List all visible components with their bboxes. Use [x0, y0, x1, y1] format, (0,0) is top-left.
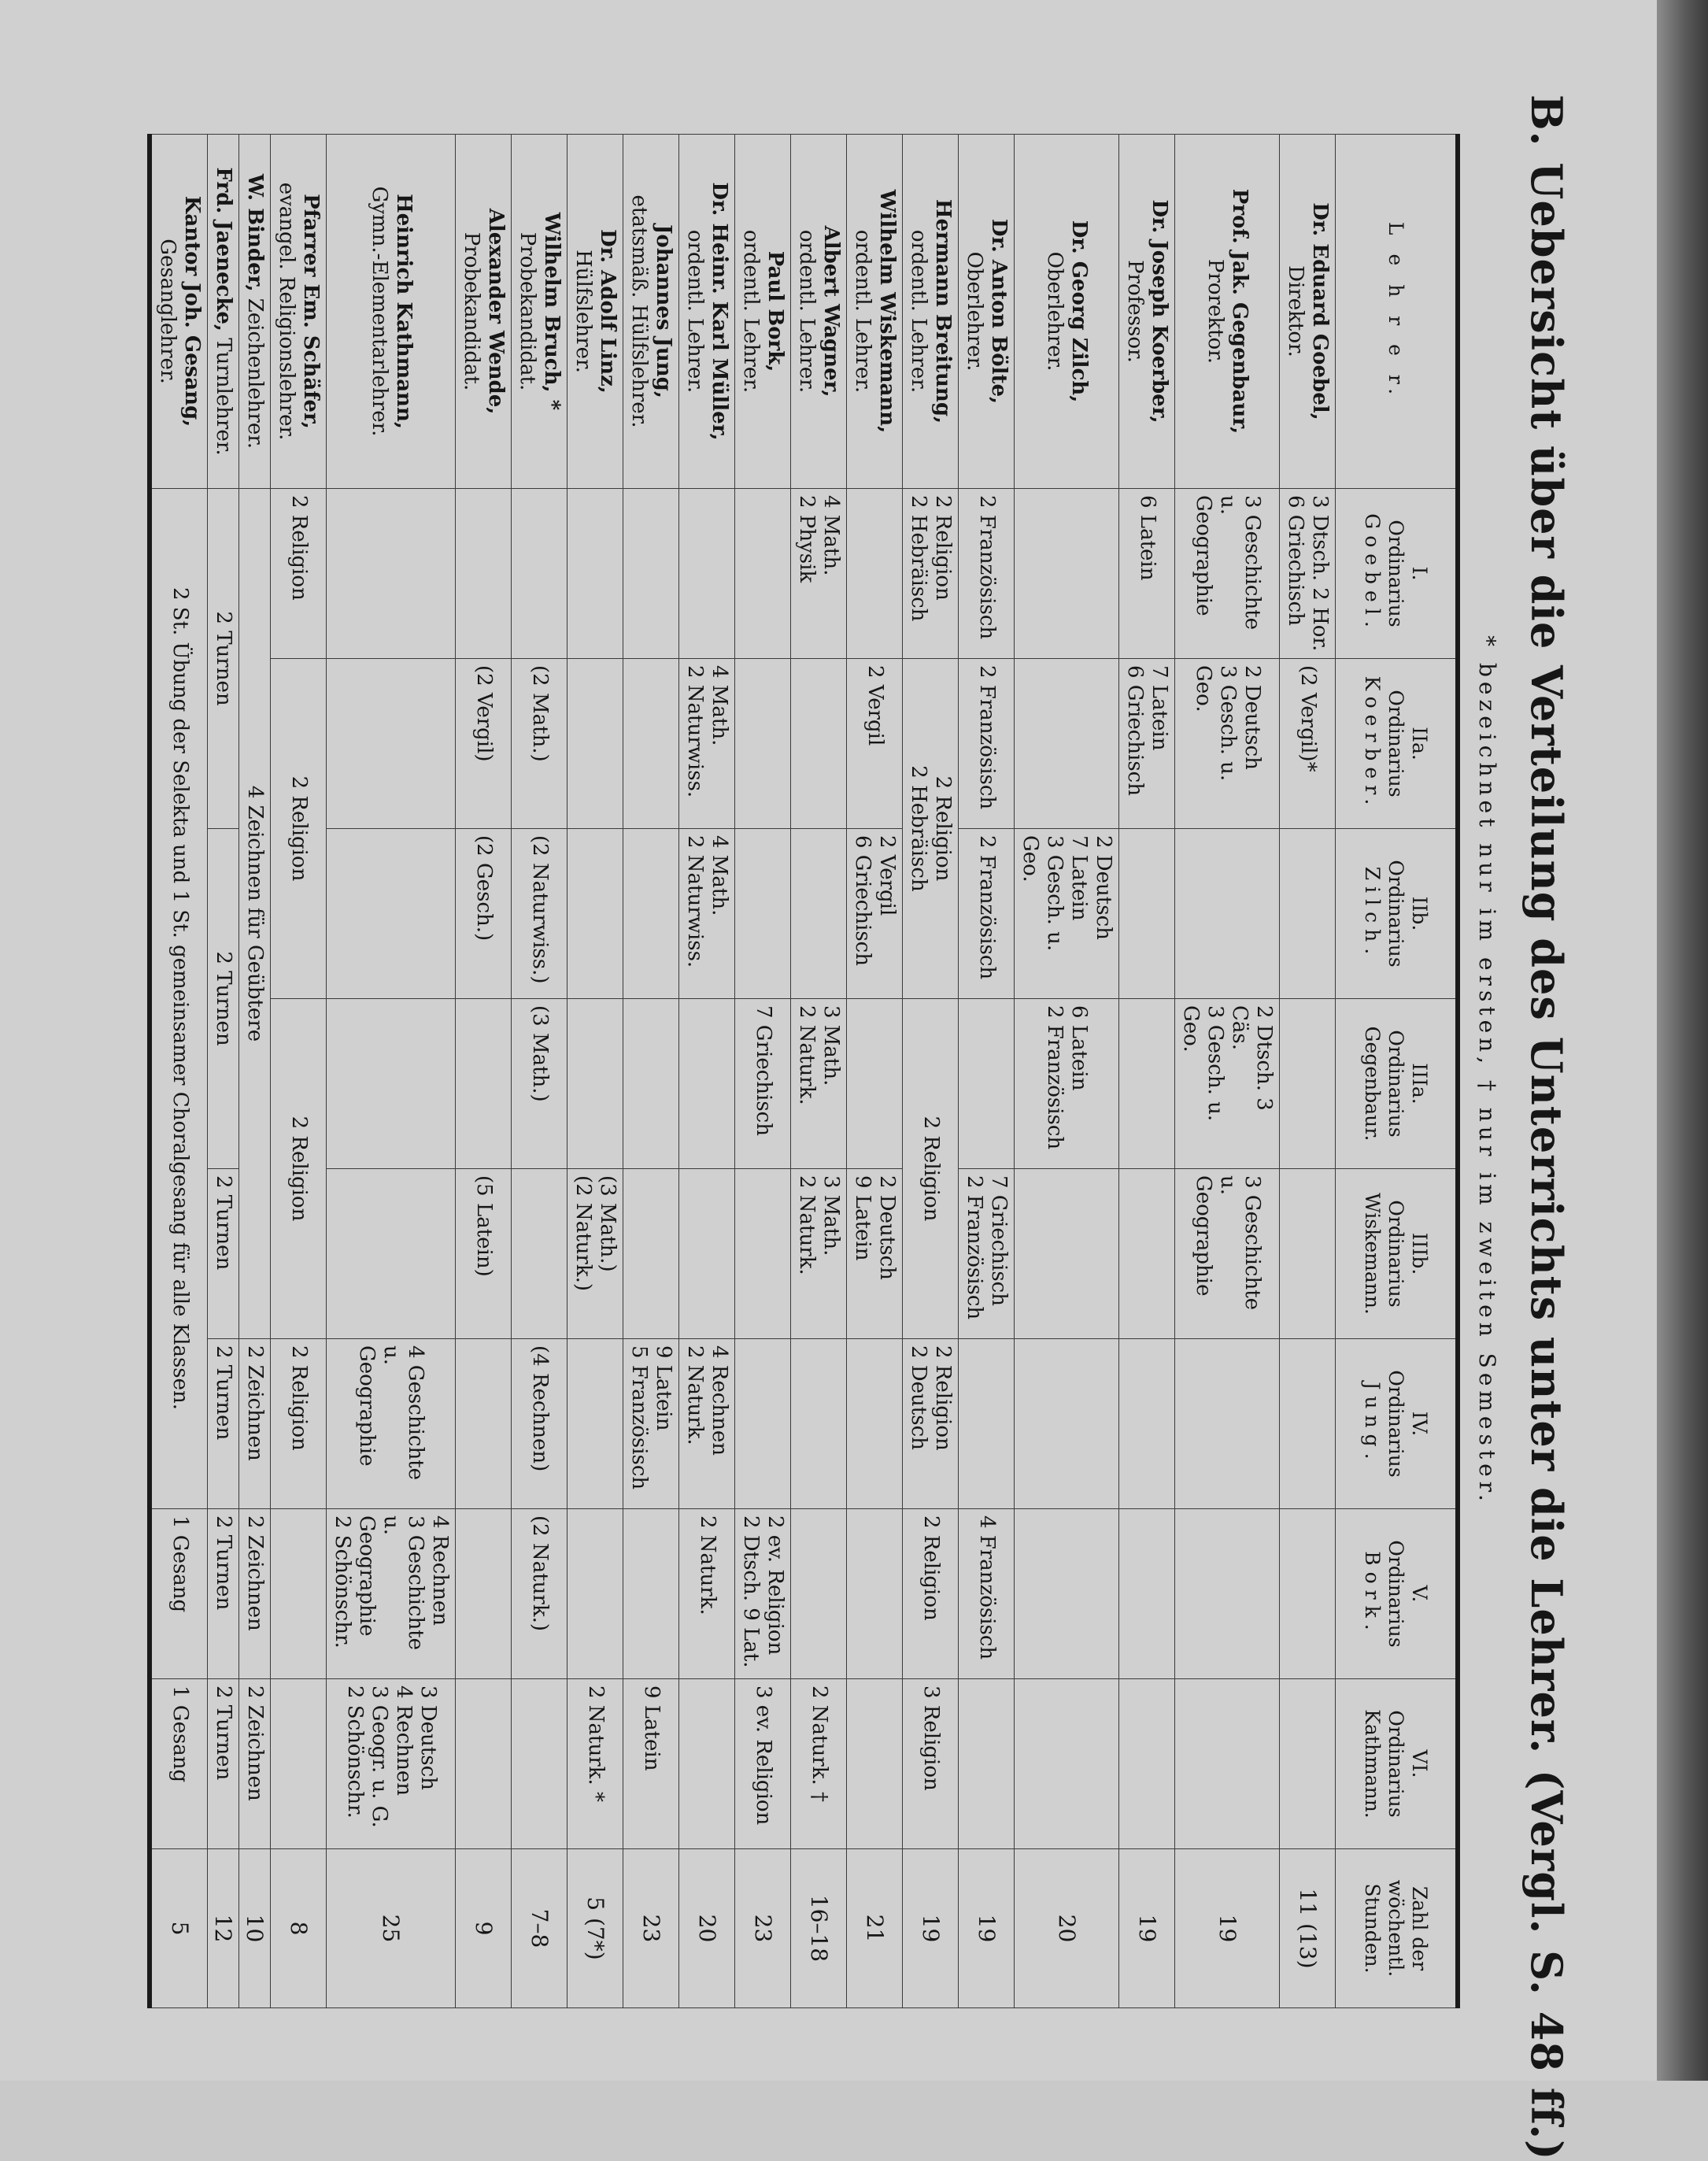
- cell-IIa: 4 Math. 2 Naturwiss.: [679, 659, 735, 829]
- cell-IIa: (2 Vergil): [456, 659, 512, 829]
- cell-V: 4 Französisch: [959, 1509, 1015, 1679]
- cell-total: 23: [623, 1849, 679, 2008]
- cell-total: 9: [456, 1849, 512, 2008]
- header-teacher: L e h r e r.: [1336, 135, 1458, 489]
- cell-VI: [271, 1679, 327, 1849]
- cell-IV: 2 Zeichnen: [239, 1339, 271, 1509]
- teacher-cell: Dr. Heinr. Karl Müller, ordentl. Lehrer.: [679, 135, 735, 489]
- cell-VI: 2 Turnen: [208, 1679, 239, 1849]
- cell-IIa: (2 Math.): [512, 659, 567, 829]
- teacher-cell: Pfarrer Em. Schäfer, evangel. Religionslehrer.: [271, 135, 327, 489]
- header-class: IIa. Ordinarius Koerber.: [1336, 659, 1458, 829]
- cell-IIa: [327, 659, 456, 829]
- cell-V: [791, 1509, 847, 1679]
- cell-IIa-IIb: 2 Religion: [271, 659, 327, 999]
- cell-IV: [959, 1339, 1015, 1509]
- cell-total: 16–18: [791, 1849, 847, 2008]
- cell-VI: [1119, 1679, 1175, 1849]
- cell-IIb: [623, 829, 679, 999]
- cell-total: 20: [1015, 1849, 1119, 2008]
- cell-V: 1 Gesang: [150, 1509, 209, 1679]
- cell-I-IV: 2 St. Übung der Selekta und 1 St. gemeinsamer Choralgesang für alle Klassen.: [150, 489, 209, 1509]
- teacher-cell: Dr. Joseph Koerber, Professor.: [1119, 135, 1175, 489]
- rotated-content: [0, 94, 1582, 2161]
- cell-IV: 4 Geschichte u. Geographie: [327, 1339, 456, 1509]
- cell-IV: [1119, 1339, 1175, 1509]
- cell-IV: [1015, 1339, 1119, 1509]
- cell-IIIa-IIIb: 2 Religion: [903, 999, 959, 1339]
- cell-IIa: [1015, 659, 1119, 829]
- header-total: Zahl der wöchentl. Stunden.: [1336, 1849, 1458, 2008]
- cell-VI: 2 Naturk. *: [567, 1679, 623, 1849]
- cell-V: [847, 1509, 903, 1679]
- header-class: I. Ordinarius Goebel.: [1336, 489, 1458, 659]
- cell-IIIa: [456, 999, 512, 1169]
- cell-total: 7–8: [512, 1849, 567, 2008]
- cell-IIIb: [735, 1169, 791, 1339]
- cell-IIb: [1119, 829, 1175, 999]
- cell-I: 2 Religion 2 Hebräisch: [903, 489, 959, 659]
- cell-VI: [512, 1679, 567, 1849]
- cell-IIIb: 3 Geschichte u. Geographie: [1175, 1169, 1280, 1339]
- cell-IIIb: (3 Math.) (2 Naturk.): [567, 1169, 623, 1339]
- cell-IIa: [735, 659, 791, 829]
- table-row: [791, 135, 847, 2008]
- cell-total: 23: [735, 1849, 791, 2008]
- cell-VI: 3 Religion: [903, 1679, 959, 1849]
- header-class: V. Ordinarius Bork.: [1336, 1509, 1458, 1679]
- cell-IIa: 2 Französisch: [959, 659, 1015, 829]
- cell-IV: [1175, 1339, 1280, 1509]
- teacher-cell: Wilhelm Bruch, * Probekandidat.: [512, 135, 567, 489]
- cell-total: 12: [208, 1849, 239, 2008]
- cell-I: 3 Geschichte u. Geographie: [1175, 489, 1280, 659]
- cell-V: 2 Zeichnen: [239, 1509, 271, 1679]
- table-header: [1336, 135, 1458, 2008]
- teacher-cell: Prof. Jak. Gegenbaur, Prorektor.: [1175, 135, 1280, 489]
- subtitle-note: * bezeichnet nur im ersten, † nur im zweiten Semester.: [1474, 635, 1500, 1506]
- cell-IIb: 4 Math. 2 Naturwiss.: [679, 829, 735, 999]
- cell-IIa: [567, 659, 623, 829]
- cell-total: 8: [271, 1849, 327, 2008]
- distribution-table: [148, 134, 1461, 2008]
- cell-IIIb: [1015, 1169, 1119, 1339]
- cell-IIb: (2 Naturwiss.): [512, 829, 567, 999]
- table-row: [512, 135, 567, 2008]
- table-row: [959, 135, 1015, 2008]
- header-class: IIb. Ordinarius Zilch.: [1336, 829, 1458, 999]
- table-row: [735, 135, 791, 2008]
- cell-I: [327, 489, 456, 659]
- table-row: [1119, 135, 1175, 2008]
- cell-IIa: (2 Vergil)*: [1280, 659, 1336, 829]
- table-row: [623, 135, 679, 2008]
- cell-IIIa: 3 Math. 2 Naturk.: [791, 999, 847, 1169]
- cell-IV: [791, 1339, 847, 1509]
- teacher-cell: Frd. Jaenecke, Turnlehrer.: [208, 135, 239, 489]
- cell-IIb: [327, 829, 456, 999]
- cell-I: [1015, 489, 1119, 659]
- cell-VI: [1280, 1679, 1336, 1849]
- cell-IV: [735, 1339, 791, 1509]
- teacher-cell: Hermann Breitung, ordentl. Lehrer.: [903, 135, 959, 489]
- table-row: [456, 135, 512, 2008]
- teacher-cell: Alexander Wende, Probekandidat.: [456, 135, 512, 489]
- cell-IIb: 2 Französisch: [959, 829, 1015, 999]
- cell-VI: 3 Deutsch 4 Rechnen 3 Geogr. u. G. 2 Schönschr.: [327, 1679, 456, 1849]
- cell-IIIa: [959, 999, 1015, 1169]
- book-spine: [1657, 0, 1708, 2081]
- cell-VI: [1175, 1679, 1280, 1849]
- cell-I: 6 Latein: [1119, 489, 1175, 659]
- cell-IV: [567, 1339, 623, 1509]
- cell-IIb: [791, 829, 847, 999]
- cell-IIIa: [1119, 999, 1175, 1169]
- table-row: [679, 135, 735, 2008]
- teacher-cell: Albert Wagner, ordentl. Lehrer.: [791, 135, 847, 489]
- cell-V: 2 Naturk.: [679, 1509, 735, 1679]
- cell-IIIb: 7 Griechisch 2 Französisch: [959, 1169, 1015, 1339]
- cell-total: 11 (13): [1280, 1849, 1336, 2008]
- cell-IV: 2 Turnen: [208, 1339, 239, 1509]
- header-class: IIIa. Ordinarius Gegenbaur.: [1336, 999, 1458, 1169]
- cell-I: 2 Französisch: [959, 489, 1015, 659]
- cell-total: 21: [847, 1849, 903, 2008]
- cell-V: (2 Naturk.): [512, 1509, 567, 1679]
- cell-IIa: [791, 659, 847, 829]
- cell-IIa: [623, 659, 679, 829]
- cell-IIIb: 2 Deutsch 9 Latein: [847, 1169, 903, 1339]
- cell-I: [512, 489, 567, 659]
- teacher-cell: Wilhelm Wiskemann, ordentl. Lehrer.: [847, 135, 903, 489]
- cell-V: [1015, 1509, 1119, 1679]
- cell-IIIa: 7 Griechisch: [735, 999, 791, 1169]
- cell-IIIb: (5 Latein): [456, 1169, 512, 1339]
- cell-IIIa: [327, 999, 456, 1169]
- cell-total: 20: [679, 1849, 735, 2008]
- cell-V: [567, 1509, 623, 1679]
- cell-IIa: 2 Vergil: [847, 659, 903, 829]
- page-title: B. Uebersicht über die Verteilung des Unterrichts unter die Lehrer. (Vergl. S. 48 ff.): [1521, 94, 1572, 2161]
- table-row: [1015, 135, 1119, 2008]
- teacher-cell: Dr. Anton Bölte, Oberlehrer.: [959, 135, 1015, 489]
- cell-IIIa: (3 Math.): [512, 999, 567, 1169]
- cell-IIIb: [623, 1169, 679, 1339]
- cell-V: [1119, 1509, 1175, 1679]
- cell-IIa-IIb: 2 Religion 2 Hebräisch: [903, 659, 959, 999]
- cell-IIb: [735, 829, 791, 999]
- cell-total: 19: [959, 1849, 1015, 2008]
- cell-I: [679, 489, 735, 659]
- cell-I: [735, 489, 791, 659]
- cell-I: [623, 489, 679, 659]
- cell-V: 2 ev. Religion 2 Dtsch. 9 Lat.: [735, 1509, 791, 1679]
- table-row: [1280, 135, 1336, 2008]
- teacher-cell: Dr. Georg Zilch, Oberlehrer.: [1015, 135, 1119, 489]
- cell-IV: [1280, 1339, 1336, 1509]
- cell-IV: [847, 1339, 903, 1509]
- cell-IV: 2 Religion 2 Deutsch: [903, 1339, 959, 1509]
- cell-V: 4 Rechnen 3 Geschichte u. Geographie 2 Schönschr.: [327, 1509, 456, 1679]
- cell-I: [456, 489, 512, 659]
- cell-VI: [1015, 1679, 1119, 1849]
- table-row: [567, 135, 623, 2008]
- cell-VI: [456, 1679, 512, 1849]
- teacher-cell: W. Binder, Zeichenlehrer.: [239, 135, 271, 489]
- cell-total: 5: [150, 1849, 209, 2008]
- cell-IIIb: [1280, 1169, 1336, 1339]
- cell-IIa: 2 Deutsch 3 Gesch. u. Geo.: [1175, 659, 1280, 829]
- table-row: [1175, 135, 1280, 2008]
- cell-VI: 2 Zeichnen: [239, 1679, 271, 1849]
- teacher-cell: Dr. Eduard Goebel, Direktor.: [1280, 135, 1336, 489]
- cell-total: 10: [239, 1849, 271, 2008]
- cell-IIIa: [623, 999, 679, 1169]
- table-row: [150, 135, 209, 2008]
- table-row: [208, 135, 239, 2008]
- cell-V: [1280, 1509, 1336, 1679]
- teacher-cell: Heinrich Kathmann, Gymn.-Elementarlehrer.: [327, 135, 456, 489]
- cell-total: 19: [1175, 1849, 1280, 2008]
- cell-V: [1175, 1509, 1280, 1679]
- cell-total: 19: [1119, 1849, 1175, 2008]
- cell-V: 2 Turnen: [208, 1509, 239, 1679]
- cell-IIIb: [679, 1169, 735, 1339]
- cell-I: 4 Math. 2 Physik: [791, 489, 847, 659]
- cell-IIIb: [512, 1169, 567, 1339]
- cell-V: 2 Religion: [903, 1509, 959, 1679]
- cell-IV: 9 Latein 5 Französisch: [623, 1339, 679, 1509]
- cell-IIIa: [847, 999, 903, 1169]
- teacher-cell: Paul Bork, ordentl. Lehrer.: [735, 135, 791, 489]
- table-row: [271, 135, 327, 2008]
- cell-IIb-IIIa: 2 Turnen: [208, 829, 239, 1169]
- cell-I-IIIb: 4 Zeichnen für Geübtere: [239, 489, 271, 1339]
- cell-I: [847, 489, 903, 659]
- cell-total: 19: [903, 1849, 959, 2008]
- cell-IIb: [567, 829, 623, 999]
- teacher-cell: Dr. Adolf Linz, Hülfslehrer.: [567, 135, 623, 489]
- cell-IIIb: [327, 1169, 456, 1339]
- cell-V: [456, 1509, 512, 1679]
- cell-IIIb: [1119, 1169, 1175, 1339]
- header-class: VI. Ordinarius Kathmann.: [1336, 1679, 1458, 1849]
- cell-IV: (4 Rechnen): [512, 1339, 567, 1509]
- teacher-cell: Johannes Jung, etatsmäß. Hülfslehrer.: [623, 135, 679, 489]
- cell-VI: 1 Gesang: [150, 1679, 209, 1849]
- cell-IV: 2 Religion: [271, 1339, 327, 1509]
- cell-IIIa: 6 Latein 2 Französisch: [1015, 999, 1119, 1169]
- table-row: [239, 135, 271, 2008]
- cell-VI: 9 Latein: [623, 1679, 679, 1849]
- cell-V: [271, 1509, 327, 1679]
- cell-IIIa: [679, 999, 735, 1169]
- cell-IIIa: 2 Dtsch. 3 Cäs. 3 Gesch. u. Geo.: [1175, 999, 1280, 1169]
- cell-VI: [679, 1679, 735, 1849]
- cell-IV: [456, 1339, 512, 1509]
- cell-IIb: [1175, 829, 1280, 999]
- table-row: [903, 135, 959, 2008]
- cell-IIb: 2 Vergil 6 Griechisch: [847, 829, 903, 999]
- cell-VI: [959, 1679, 1015, 1849]
- teacher-cell: Kantor Joh. Gesang, Gesanglehrer.: [150, 135, 209, 489]
- cell-I: [567, 489, 623, 659]
- cell-IIb: [1280, 829, 1336, 999]
- header-class: IV. Ordinarius Jung.: [1336, 1339, 1458, 1509]
- cell-IIIa-IIIb: 2 Religion: [271, 999, 327, 1339]
- cell-I-IIa: 2 Turnen: [208, 489, 239, 829]
- cell-VI: 3 ev. Religion: [735, 1679, 791, 1849]
- cell-IV: 4 Rechnen 2 Naturk.: [679, 1339, 735, 1509]
- table-row: [327, 135, 456, 2008]
- header-class: IIIb. Ordinarius Wiskemann.: [1336, 1169, 1458, 1339]
- cell-total: 25: [327, 1849, 456, 2008]
- cell-IIIb: 3 Math. 2 Naturk.: [791, 1169, 847, 1339]
- table-row: [847, 135, 903, 2008]
- cell-I: 2 Religion: [271, 489, 327, 659]
- cell-IIIb: 2 Turnen: [208, 1169, 239, 1339]
- cell-VI: 2 Naturk. †: [791, 1679, 847, 1849]
- cell-V: [623, 1509, 679, 1679]
- cell-IIIa: [567, 999, 623, 1169]
- cell-IIIa: [1280, 999, 1336, 1169]
- cell-VI: [847, 1679, 903, 1849]
- cell-IIb: 2 Deutsch 7 Latein 3 Gesch. u. Geo.: [1015, 829, 1119, 999]
- cell-I: 3 Dtsch. 2 Hor. 6 Griechisch: [1280, 489, 1336, 659]
- cell-IIb: (2 Gesch.): [456, 829, 512, 999]
- cell-IIa: 7 Latein 6 Griechisch: [1119, 659, 1175, 829]
- cell-total: 5 (7*): [567, 1849, 623, 2008]
